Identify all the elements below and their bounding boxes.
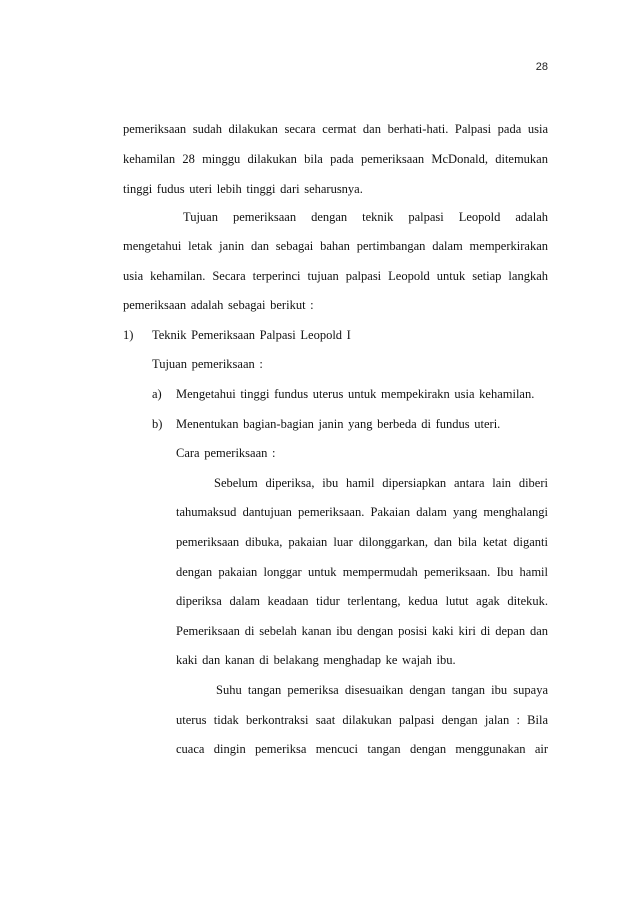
page-number: 28 — [535, 61, 548, 73]
section-1-heading: Teknik Pemeriksaan Palpasi Leopold I — [152, 328, 351, 342]
paragraph-1-line-1: pemeriksaan sudah dilakukan secara cermat dan berhati-hati. Palpasi pada usia — [123, 122, 548, 136]
list-item-b-text: Menentukan bagian-bagian janin yang berbeda di fundus uteri. — [176, 417, 501, 431]
cara-label: Cara pemeriksaan : — [176, 446, 276, 460]
section-1-number: 1) — [123, 328, 134, 342]
paragraph-2-line-3: usia kehamilan. Secara terperinci tujuan palpasi Leopold untuk setiap langkah — [123, 269, 548, 283]
list-item-a-text: Mengetahui tinggi fundus uterus untuk mempekirakn usia kehamilan. — [176, 387, 535, 401]
cara-p1-line-4: dengan pakaian longgar untuk mempermudah pemeriksaan. Ibu hamil — [176, 565, 548, 579]
cara-p1-line-6: Pemeriksaan di sebelah kanan ibu dengan posisi kaki kiri di depan dan — [176, 624, 548, 638]
cara-p1-line-5: diperiksa dalam keadaan tidur terlentang, kedua lutut agak ditekuk. — [176, 594, 548, 608]
list-item-a-marker: a) — [152, 387, 162, 401]
list-item-b-marker: b) — [152, 417, 163, 431]
paragraph-2-line-1: Tujuan pemeriksaan dengan teknik palpasi Leopold adalah — [183, 210, 548, 224]
paragraph-1-line-2: kehamilan 28 minggu dilakukan bila pada pemeriksaan McDonald, ditemukan — [123, 152, 548, 166]
cara-p2-line-1: Suhu tangan pemeriksa disesuaikan dengan tangan ibu supaya — [216, 683, 548, 697]
paragraph-2-line-2: mengetahui letak janin dan sebagai bahan pertimbangan dalam memperkirakan — [123, 239, 548, 253]
cara-p1-line-1: Sebelum diperiksa, ibu hamil dipersiapkan antara lain diberi — [214, 476, 548, 490]
paragraph-2-line-4: pemeriksaan adalah sebagai berikut : — [123, 298, 314, 312]
paragraph-1-line-3: tinggi fudus uteri lebih tinggi dari seharusnya. — [123, 182, 363, 196]
cara-p1-line-7: kaki dan kanan di belakang menghadap ke wajah ibu. — [176, 653, 456, 667]
cara-p2-line-2: uterus tidak berkontraksi saat dilakukan palpasi dengan jalan : Bila — [176, 713, 548, 727]
tujuan-label: Tujuan pemeriksaan : — [152, 357, 263, 371]
cara-p1-line-3: pemeriksaan dibuka, pakaian luar dilonggarkan, dan bila ketat diganti — [176, 535, 548, 549]
cara-p2-line-3: cuaca dingin pemeriksa mencuci tangan dengan menggunakan air — [176, 742, 548, 756]
cara-p1-line-2: tahumaksud dantujuan pemeriksaan. Pakaian dalam yang menghalangi — [176, 505, 548, 519]
